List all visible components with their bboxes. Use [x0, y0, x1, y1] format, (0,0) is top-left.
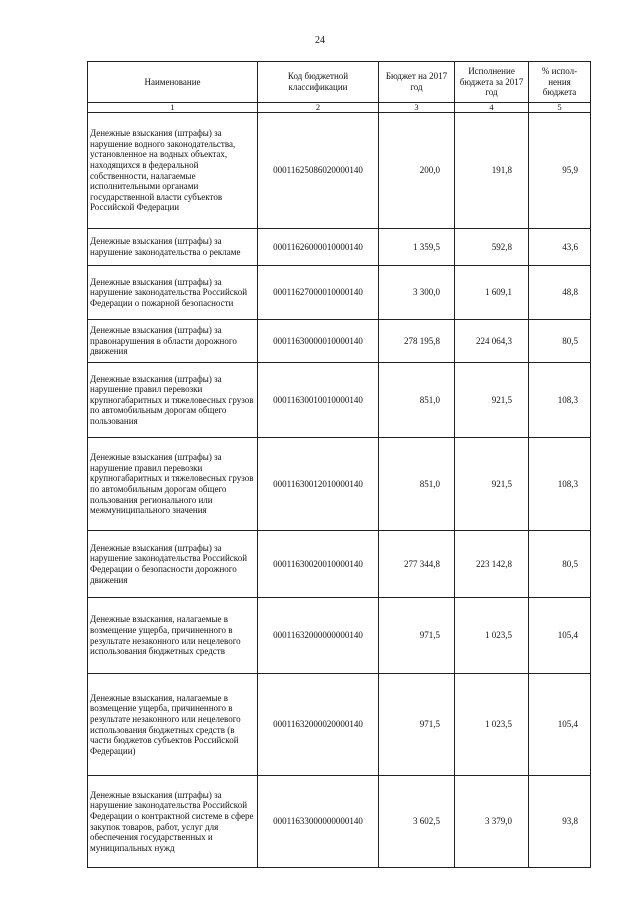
table-row [88, 266, 591, 320]
row-code-cell: 00011625086020000140 [258, 113, 379, 229]
table-row [88, 363, 591, 438]
row-code-cell: 00011627000010000140 [258, 266, 379, 320]
row-percent-cell: 95,9 [529, 113, 591, 229]
column-number: 5 [529, 103, 591, 113]
row-name-cell: Денежные взыскания, налагаемые в возмещение ущерба, причиненного в результате незаконного или нецелевого использования бюджетных средств [88, 598, 258, 674]
table-row [88, 531, 591, 598]
row-percent-cell: 43,6 [529, 229, 591, 266]
table-row [88, 229, 591, 266]
row-execution-cell: 3 379,0 [455, 776, 529, 868]
row-percent-cell: 105,4 [529, 598, 591, 674]
row-name-cell: Денежные взыскания (штрафы) за нарушение правил перевозки крупногабаритных и тяжеловесных грузов по автомобильным дорогам общего пользования регионального или межмуниципального значения [88, 438, 258, 531]
row-execution-cell: 1 023,5 [455, 674, 529, 776]
row-percent-cell: 80,5 [529, 320, 591, 363]
row-execution-cell: 223 142,8 [455, 531, 529, 598]
row-budget-cell: 1 359,5 [379, 229, 455, 266]
row-name-cell: Денежные взыскания (штрафы) за правонарушения в области дорожного движения [88, 320, 258, 363]
table-row [88, 438, 591, 531]
header-name: Наименование [88, 62, 258, 103]
column-number-row [88, 103, 591, 113]
table-row [88, 776, 591, 868]
header-execution: Исполнение бюджета за 2017 год [455, 62, 529, 103]
row-name-cell: Денежные взыскания (штрафы) за нарушение законодательства о рекламе [88, 229, 258, 266]
row-name-cell: Денежные взыскания (штрафы) за нарушение правил перевозки крупногабаритных и тяжеловесных грузов по автомобильным дорогам общего пользования [88, 363, 258, 438]
row-budget-cell: 3 602,5 [379, 776, 455, 868]
row-execution-cell: 191,8 [455, 113, 529, 229]
row-execution-cell: 1 609,1 [455, 266, 529, 320]
row-percent-cell: 93,8 [529, 776, 591, 868]
page-number: 24 [315, 35, 325, 46]
row-name-cell: Денежные взыскания, налагаемые в возмещение ущерба, причиненного в результате незаконного или нецелевого использования бюджетных средств (в части бюджетов субъектов Российской Федерации) [88, 674, 258, 776]
row-budget-cell: 851,0 [379, 438, 455, 531]
row-code-cell: 00011632000020000140 [258, 674, 379, 776]
row-budget-cell: 851,0 [379, 363, 455, 438]
header-code: Код бюджетной классификации [258, 62, 379, 103]
budget-execution-table [87, 61, 591, 868]
row-execution-cell: 1 023,5 [455, 598, 529, 674]
row-code-cell: 00011630000010000140 [258, 320, 379, 363]
row-name-cell: Денежные взыскания (штрафы) за нарушение законодательства Российской Федерации о безопасности дорожного движения [88, 531, 258, 598]
table-row [88, 674, 591, 776]
row-execution-cell: 921,5 [455, 363, 529, 438]
row-code-cell: 00011630010010000140 [258, 363, 379, 438]
row-percent-cell: 48,8 [529, 266, 591, 320]
column-number: 1 [88, 103, 258, 113]
table-row [88, 320, 591, 363]
row-budget-cell: 971,5 [379, 598, 455, 674]
row-percent-cell: 105,4 [529, 674, 591, 776]
table-body [88, 113, 591, 868]
row-code-cell: 00011633000000000140 [258, 776, 379, 868]
header-percent: % испол-нения бюджета [529, 62, 591, 103]
row-code-cell: 00011626000010000140 [258, 229, 379, 266]
row-budget-cell: 277 344,8 [379, 531, 455, 598]
row-percent-cell: 108,3 [529, 363, 591, 438]
row-budget-cell: 3 300,0 [379, 266, 455, 320]
row-name-cell: Денежные взыскания (штрафы) за нарушение водного законодательства, установленное на водных объектах, находящихся в федеральной собственности, налагаемые исполнительными органами государственной власти субъектов Российской Федерации [88, 113, 258, 229]
row-budget-cell: 278 195,8 [379, 320, 455, 363]
row-code-cell: 00011630012010000140 [258, 438, 379, 531]
row-percent-cell: 108,3 [529, 438, 591, 531]
row-execution-cell: 224 064,3 [455, 320, 529, 363]
table-row [88, 598, 591, 674]
row-execution-cell: 921,5 [455, 438, 529, 531]
row-code-cell: 00011632000000000140 [258, 598, 379, 674]
row-code-cell: 00011630020010000140 [258, 531, 379, 598]
row-percent-cell: 80,5 [529, 531, 591, 598]
table-header-row [88, 62, 591, 103]
column-number: 3 [379, 103, 455, 113]
header-budget: Бюджет на 2017 год [379, 62, 455, 103]
row-name-cell: Денежные взыскания (штрафы) за нарушение законодательства Российской Федерации о контрактной системе в сфере закупок товаров, работ, услуг для обеспечения государственных и муниципальных нужд [88, 776, 258, 868]
row-execution-cell: 592,8 [455, 229, 529, 266]
column-number: 2 [258, 103, 379, 113]
column-number: 4 [455, 103, 529, 113]
table-row [88, 113, 591, 229]
row-budget-cell: 971,5 [379, 674, 455, 776]
row-name-cell: Денежные взыскания (штрафы) за нарушение законодательства Российской Федерации о пожарной безопасности [88, 266, 258, 320]
row-budget-cell: 200,0 [379, 113, 455, 229]
